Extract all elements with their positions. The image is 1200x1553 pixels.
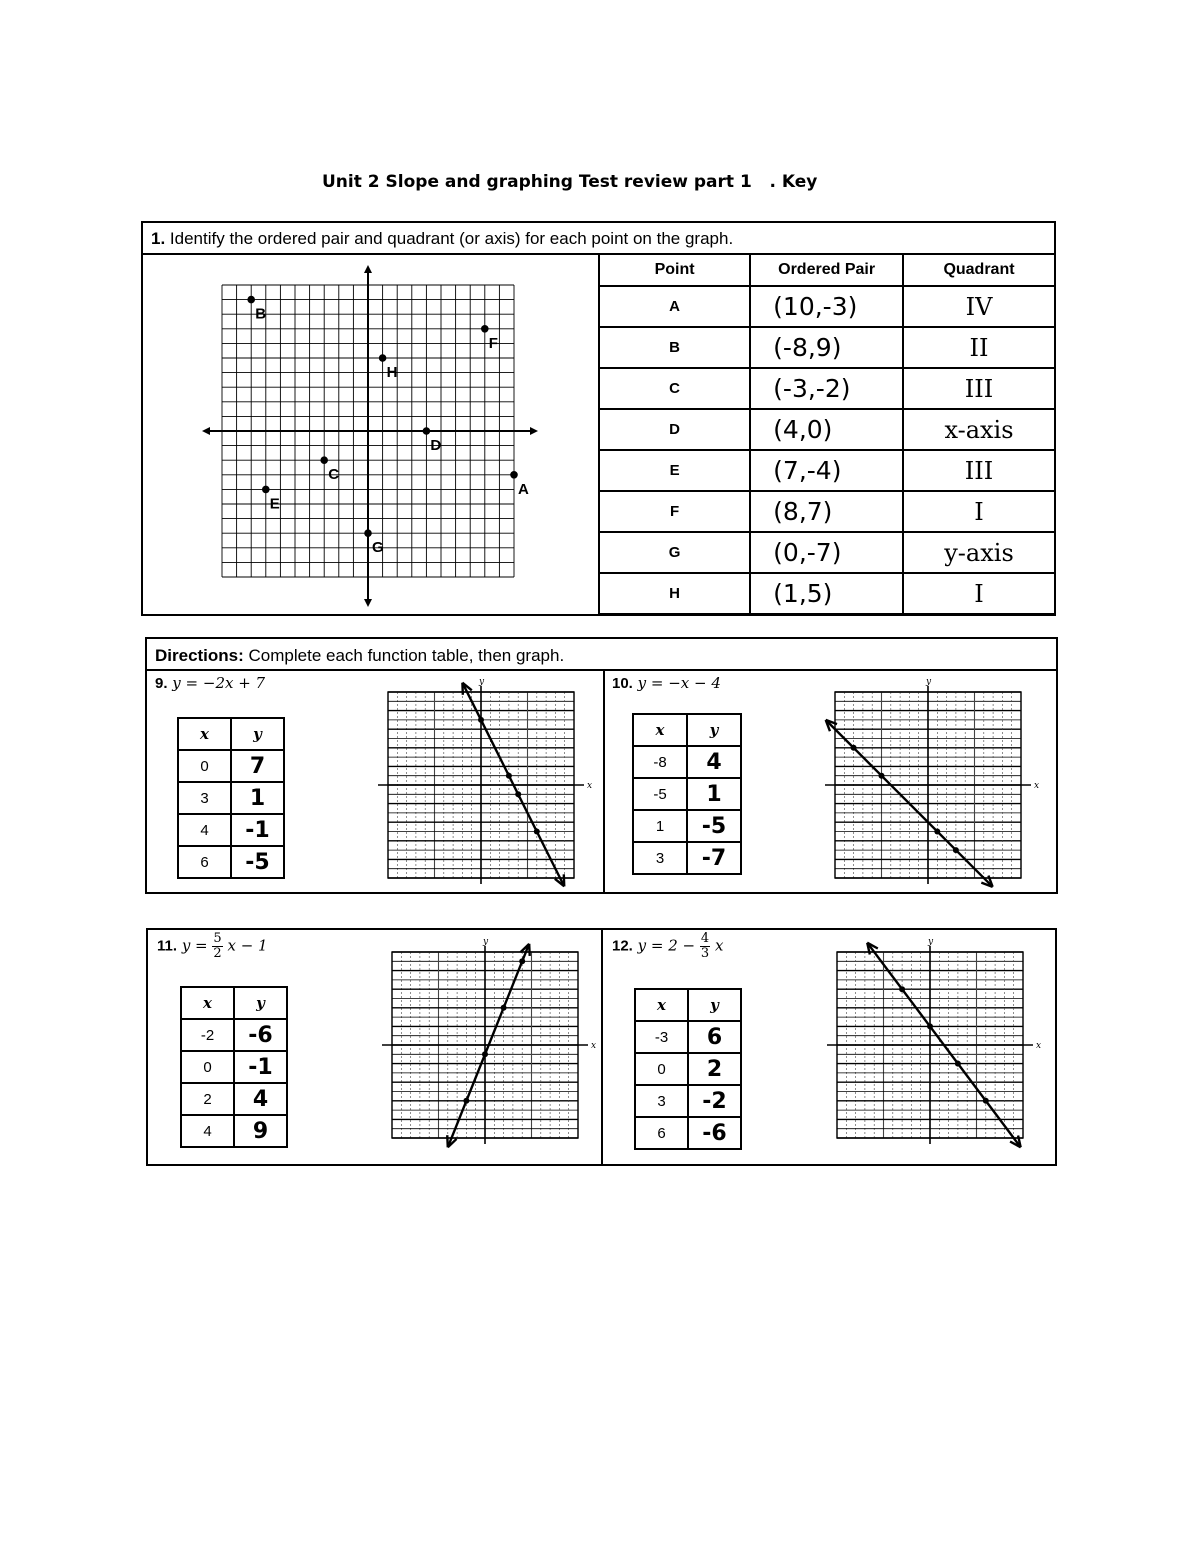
problem-12-eq-prefix: y = 2 − bbox=[637, 936, 696, 955]
question-1-prompt bbox=[151, 229, 733, 249]
y-answer: -6 bbox=[234, 1019, 287, 1051]
header-x: x bbox=[633, 714, 687, 746]
point-name: C bbox=[599, 368, 750, 409]
plotted-point bbox=[953, 847, 959, 853]
x-value: -5 bbox=[633, 778, 687, 810]
plotted-point bbox=[934, 829, 940, 835]
plotted-point bbox=[899, 986, 905, 992]
graph-point-label: B bbox=[255, 305, 267, 323]
quadrant-answer: x-axis bbox=[903, 409, 1055, 450]
x-value: 3 bbox=[178, 782, 231, 814]
ordered-pair-row bbox=[599, 368, 1055, 409]
problem-12-eq-suffix: x bbox=[714, 936, 724, 955]
ordered-pair-row bbox=[599, 491, 1055, 532]
point-name: A bbox=[599, 286, 750, 327]
problem-11-eq-suffix: x − 1 bbox=[227, 936, 268, 955]
graph-point-label: H bbox=[386, 364, 398, 381]
x-axis-label: x bbox=[587, 781, 593, 791]
header-x: x bbox=[635, 989, 688, 1021]
arrow-down-icon bbox=[364, 599, 372, 607]
question-1-text: Identify the ordered pair and quadrant (or axis) for each point on the graph. bbox=[169, 229, 734, 248]
problem-10-number: 10. bbox=[612, 675, 633, 692]
function-table-header bbox=[181, 987, 287, 1019]
problem-10-label bbox=[612, 674, 721, 692]
point-name: E bbox=[599, 450, 750, 491]
problem-11-frac-den: 2 bbox=[213, 946, 222, 961]
graph-point-label: D bbox=[430, 437, 442, 454]
y-answer: -5 bbox=[687, 810, 741, 842]
plotted-point bbox=[482, 1051, 488, 1057]
function-table-header bbox=[635, 989, 741, 1021]
y-axis-label: y bbox=[479, 677, 485, 687]
function-table-row bbox=[633, 746, 741, 778]
quadrant-answer: IV bbox=[903, 286, 1055, 327]
plotted-point bbox=[927, 1023, 933, 1029]
y-answer: 6 bbox=[688, 1021, 741, 1053]
plotted-point bbox=[955, 1061, 961, 1067]
function-table-row bbox=[635, 1117, 741, 1149]
problem-11-fraction bbox=[212, 932, 222, 961]
function-table-row bbox=[633, 842, 741, 874]
arrow-right-icon bbox=[530, 427, 538, 435]
problem-9-equation: y = −2x + 7 bbox=[172, 674, 266, 692]
y-answer: 9 bbox=[234, 1115, 287, 1147]
function-table-row bbox=[633, 778, 741, 810]
plotted-point bbox=[851, 745, 857, 751]
problem-12-frac-num: 4 bbox=[700, 931, 710, 946]
header-y: y bbox=[687, 714, 741, 746]
graph-point-d bbox=[423, 427, 431, 435]
graph-point-f bbox=[481, 325, 489, 333]
function-table-row bbox=[181, 1115, 287, 1147]
header-point: Point bbox=[599, 254, 750, 286]
function-table-9 bbox=[177, 717, 285, 879]
graph-point-b bbox=[247, 296, 255, 304]
function-table-10 bbox=[632, 713, 742, 875]
plotted-point bbox=[506, 773, 512, 779]
function-table-row bbox=[635, 1085, 741, 1117]
graph-11 bbox=[382, 935, 607, 1160]
directions-line bbox=[155, 646, 564, 666]
function-table-row bbox=[181, 1051, 287, 1083]
plotted-point bbox=[519, 958, 525, 964]
graph-point-label: C bbox=[328, 466, 340, 484]
quadrant-answer: III bbox=[903, 450, 1055, 491]
page-title: Unit 2 Slope and graphing Test review part 1 . Key bbox=[322, 172, 818, 192]
x-value: 4 bbox=[178, 814, 231, 846]
graph-9 bbox=[378, 675, 603, 900]
x-value: 6 bbox=[635, 1117, 688, 1149]
header-x: x bbox=[178, 718, 231, 750]
function-table-row bbox=[633, 810, 741, 842]
y-answer: 1 bbox=[687, 778, 741, 810]
graph-point-a bbox=[510, 471, 518, 479]
y-answer: -5 bbox=[231, 846, 284, 878]
y-answer: -1 bbox=[231, 814, 284, 846]
coordinate-graph bbox=[200, 265, 540, 610]
point-name: G bbox=[599, 532, 750, 573]
y-answer: -7 bbox=[687, 842, 741, 874]
y-answer: 4 bbox=[687, 746, 741, 778]
problems-divider-top bbox=[603, 669, 605, 894]
x-axis-label: x bbox=[591, 1041, 597, 1051]
function-table-row bbox=[635, 1053, 741, 1085]
header-x: x bbox=[181, 987, 234, 1019]
graph-point-h bbox=[379, 354, 387, 362]
function-table-row bbox=[178, 782, 284, 814]
x-value: 0 bbox=[178, 750, 231, 782]
quadrant-answer: III bbox=[903, 368, 1055, 409]
ordered-pair-table-header bbox=[599, 254, 1055, 286]
ordered-pair-answer: (0,-7) bbox=[750, 532, 903, 573]
plotted-point bbox=[983, 1098, 989, 1104]
quadrant-answer: I bbox=[903, 491, 1055, 532]
graph-point-e bbox=[262, 486, 270, 494]
x-value: 0 bbox=[635, 1053, 688, 1085]
function-table-row bbox=[181, 1019, 287, 1051]
point-name: D bbox=[599, 409, 750, 450]
function-table-row bbox=[178, 814, 284, 846]
x-axis-label: x bbox=[1034, 781, 1040, 791]
graph-point-c bbox=[320, 456, 328, 464]
graph-point-label: F bbox=[488, 334, 498, 352]
graph-12 bbox=[827, 935, 1052, 1160]
function-table-header bbox=[633, 714, 741, 746]
y-axis-label: y bbox=[483, 937, 489, 947]
x-value: 3 bbox=[633, 842, 687, 874]
graph-point-label: A bbox=[518, 480, 529, 498]
x-value: 4 bbox=[181, 1115, 234, 1147]
ordered-pair-row bbox=[599, 573, 1055, 614]
ordered-pair-answer: (4,0) bbox=[750, 409, 903, 450]
x-value: 3 bbox=[635, 1085, 688, 1117]
plotted-point bbox=[515, 791, 521, 797]
ordered-pair-answer: (1,5) bbox=[750, 573, 903, 614]
x-value: 0 bbox=[181, 1051, 234, 1083]
problem-11-frac-num: 5 bbox=[213, 931, 222, 946]
problem-12-fraction bbox=[700, 932, 710, 961]
ordered-pair-table bbox=[598, 253, 1056, 615]
function-table-header bbox=[178, 718, 284, 750]
ordered-pair-answer: (-8,9) bbox=[750, 327, 903, 368]
x-value: 2 bbox=[181, 1083, 234, 1115]
header-ordered-pair: Ordered Pair bbox=[750, 254, 903, 286]
function-table-row bbox=[181, 1083, 287, 1115]
function-table-row bbox=[635, 1021, 741, 1053]
point-name: B bbox=[599, 327, 750, 368]
y-answer: 1 bbox=[231, 782, 284, 814]
ordered-pair-row bbox=[599, 450, 1055, 491]
header-y: y bbox=[231, 718, 284, 750]
problem-10-equation: y = −x − 4 bbox=[637, 674, 721, 692]
directions-label: Directions: bbox=[155, 646, 244, 665]
plotted-point bbox=[478, 717, 484, 723]
ordered-pair-answer: (10,-3) bbox=[750, 286, 903, 327]
graph-point-label: E bbox=[269, 495, 280, 513]
ordered-pair-row bbox=[599, 327, 1055, 368]
arrow-up-icon bbox=[364, 265, 372, 273]
header-y: y bbox=[688, 989, 741, 1021]
plotted-point bbox=[463, 1098, 469, 1104]
ordered-pair-answer: (8,7) bbox=[750, 491, 903, 532]
x-axis-label: x bbox=[1036, 1041, 1042, 1051]
problem-12-frac-den: 3 bbox=[700, 946, 710, 961]
plotted-point bbox=[879, 773, 885, 779]
plotted-point bbox=[534, 829, 540, 835]
y-answer: -2 bbox=[688, 1085, 741, 1117]
function-table-12 bbox=[634, 988, 742, 1150]
quadrant-answer: y-axis bbox=[903, 532, 1055, 573]
problem-9-label bbox=[155, 674, 265, 692]
y-axis-label: y bbox=[926, 677, 932, 687]
problem-9-number: 9. bbox=[155, 675, 168, 692]
y-answer: 4 bbox=[234, 1083, 287, 1115]
ordered-pair-answer: (-3,-2) bbox=[750, 368, 903, 409]
x-value: 1 bbox=[633, 810, 687, 842]
y-answer: -1 bbox=[234, 1051, 287, 1083]
header-y: y bbox=[234, 987, 287, 1019]
graph-point-label: G bbox=[372, 539, 384, 557]
problem-11-eq-prefix: y = bbox=[181, 936, 208, 955]
y-answer: -6 bbox=[688, 1117, 741, 1149]
graph-10 bbox=[825, 675, 1050, 900]
x-value: -3 bbox=[635, 1021, 688, 1053]
quadrant-answer: I bbox=[903, 573, 1055, 614]
point-name: H bbox=[599, 573, 750, 614]
quadrant-answer: II bbox=[903, 327, 1055, 368]
problem-11-label bbox=[157, 932, 268, 961]
ordered-pair-row bbox=[599, 409, 1055, 450]
y-answer: 7 bbox=[231, 750, 284, 782]
x-value: -8 bbox=[633, 746, 687, 778]
y-axis-label: y bbox=[928, 937, 934, 947]
function-table-row bbox=[178, 750, 284, 782]
ordered-pair-row bbox=[599, 532, 1055, 573]
problem-12-number: 12. bbox=[612, 937, 633, 955]
ordered-pair-answer: (7,-4) bbox=[750, 450, 903, 491]
problem-12-label bbox=[612, 932, 723, 961]
function-table-row bbox=[178, 846, 284, 878]
function-table-11 bbox=[180, 986, 288, 1148]
directions-divider bbox=[147, 669, 1056, 671]
directions-text: Complete each function table, then graph. bbox=[243, 646, 565, 665]
y-answer: 2 bbox=[688, 1053, 741, 1085]
arrow-left-icon bbox=[202, 427, 210, 435]
point-name: F bbox=[599, 491, 750, 532]
graph-point-g bbox=[364, 529, 372, 537]
problem-11-number: 11. bbox=[157, 937, 178, 955]
question-1-number: 1. bbox=[151, 229, 166, 248]
x-value: -2 bbox=[181, 1019, 234, 1051]
header-quadrant: Quadrant bbox=[903, 254, 1055, 286]
ordered-pair-row bbox=[599, 286, 1055, 327]
x-value: 6 bbox=[178, 846, 231, 878]
plotted-point bbox=[501, 1005, 507, 1011]
